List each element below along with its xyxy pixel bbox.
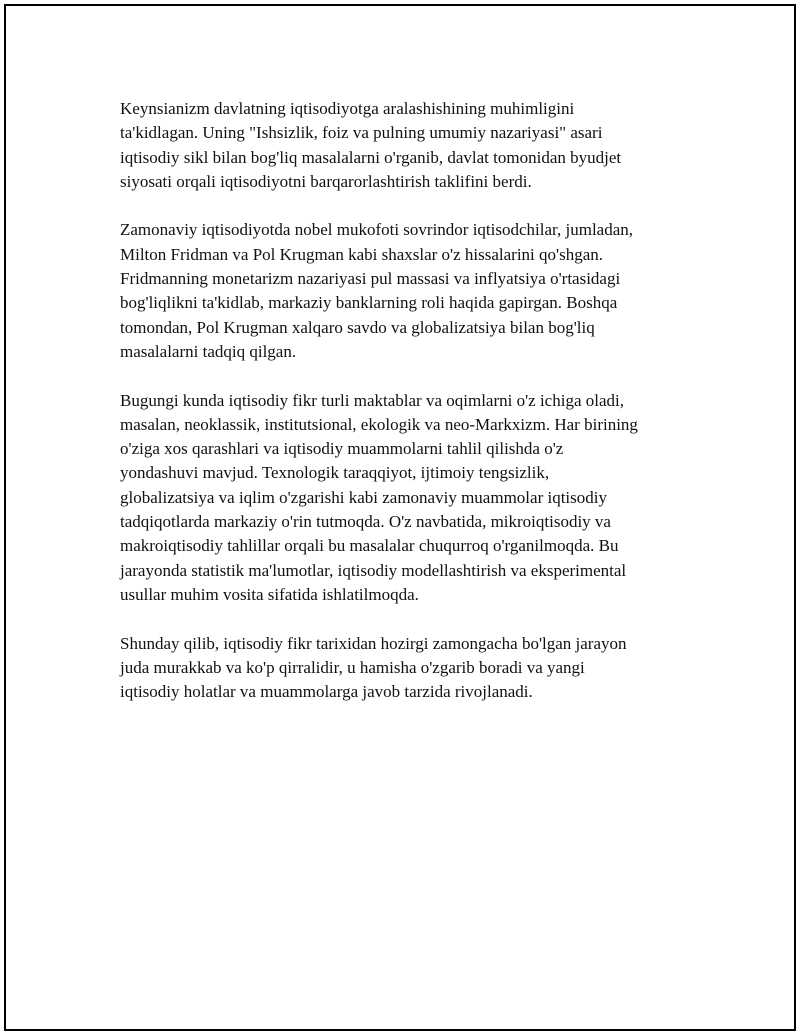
text-line: iqtisodiy sikl bilan bog'liq masalalarni o'rganib, davlat tomonidan byudjet [120, 147, 622, 167]
text-line: masalalarni tadqiq qilgan. [120, 341, 297, 361]
text-line: tomondan, Pol Krugman xalqaro savdo va globalizatsiya bilan bog'liq [120, 317, 595, 337]
text-line: tadqiqotlarda markaziy o'rin tutmoqda. O'z navbatida, mikroiqtisodiy va [120, 512, 611, 532]
document-body [120, 97, 710, 729]
text-line: ta'kidlagan. Uning "Ishsizlik, foiz va pulning umumiy nazariyasi" asari [120, 123, 603, 143]
text-line: Zamonaviy iqtisodiyotda nobel mukofoti sovrindor iqtisodchilar, jumladan, [120, 220, 634, 240]
paragraph-2 [120, 218, 710, 364]
text-line: Milton Fridman va Pol Krugman kabi shaxslar o'z hissalarini qo'shgan. [120, 244, 604, 264]
text-line: makroiqtisodiy tahlillar orqali bu masalalar chuqurroq o'rganilmoqda. Bu [120, 536, 619, 556]
text-line: bog'liqlikni ta'kidlab, markaziy banklarning roli haqida gapirgan. Boshqa [120, 293, 618, 313]
page-frame [4, 4, 796, 1031]
text-line: iqtisodiy holatlar va muammolarga javob tarzida rivojlanadi. [120, 682, 533, 702]
text-line: globalizatsiya va iqlim o'zgarishi kabi zamonaviy muammolar iqtisodiy [120, 487, 607, 507]
text-line: siyosati orqali iqtisodiyotni barqarorlashtirish taklifini berdi. [120, 171, 532, 191]
text-line: jarayonda statistik ma'lumotlar, iqtisodiy modellashtirish va eksperimental [120, 560, 627, 580]
text-line: juda murakkab va ko'p qirralidir, u hamisha o'zgarib boradi va yangi [120, 657, 585, 677]
paragraph-1 [120, 97, 710, 194]
text-line: Keynsianizm davlatning iqtisodiyotga aralashishining muhimligini [120, 99, 575, 118]
text-line: Shunday qilib, iqtisodiy fikr tarixidan hozirgi zamongacha bo'lgan jarayon [120, 633, 627, 653]
text-line: usullar muhim vosita sifatida ishlatilmoqda. [120, 584, 419, 604]
text-line: Bugungi kunda iqtisodiy fikr turli maktablar va oqimlarni o'z ichiga oladi, [120, 390, 624, 410]
paragraph-4 [120, 632, 710, 705]
text-line: Fridmanning monetarizm nazariyasi pul massasi va inflyatsiya o'rtasidagi [120, 269, 621, 289]
text-line: yondashuvi mavjud. Texnologik taraqqiyot, ijtimoiy tengsizlik, [120, 463, 550, 483]
text-line: masalan, neoklassik, institutsional, ekologik va neo-Markxizm. Har birining [120, 414, 638, 434]
text-line: o'ziga xos qarashlari va iqtisodiy muammolarni tahlil qilishda o'z [120, 439, 564, 459]
paragraph-3 [120, 389, 710, 608]
